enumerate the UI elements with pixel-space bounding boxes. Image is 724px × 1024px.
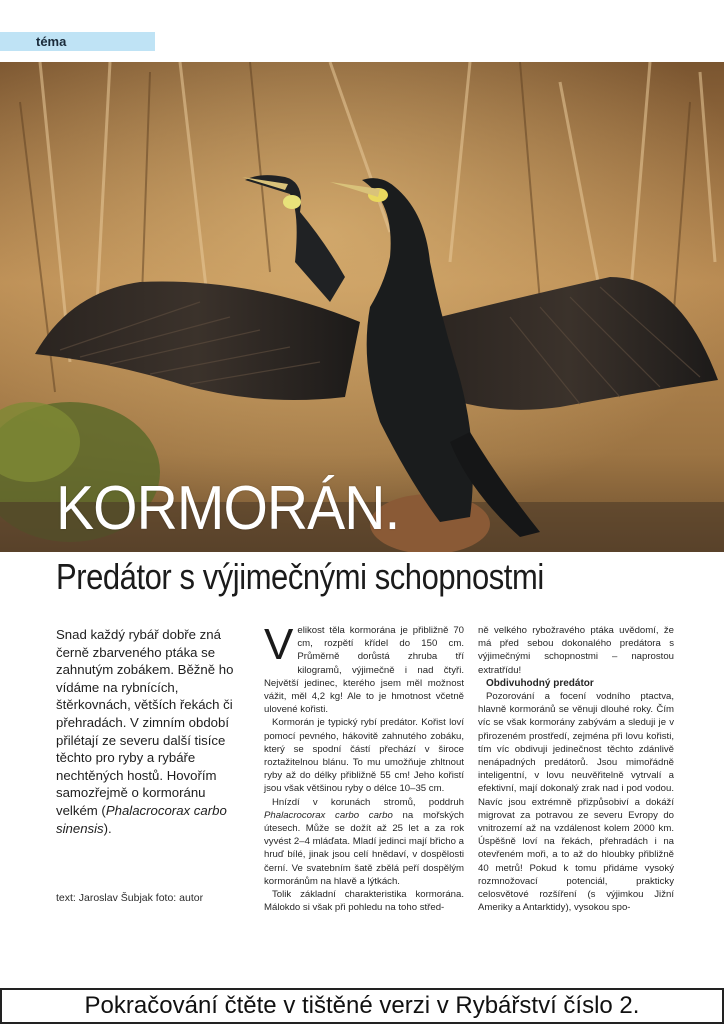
lead-latin-name: Phalacrocorax carbo sinensis	[56, 802, 227, 836]
paragraph	[264, 620, 464, 716]
paragraph: Kormorán je typický rybí predátor. Kořist loví pomocí pevného, hákovitě zahnutého zobáku, který se spodní částí přechází v široce roztažitelnou blánu. To mu umožňuje zhltnout ryby až do délky přibližně 55 cm! Jeho kořistí jsou však většinou ryby o délce 10–35 cm.	[264, 717, 464, 795]
lead-text-end: ).	[103, 820, 112, 836]
paragraph-text: Hnízdí v korunách stromů, poddruh	[272, 796, 464, 808]
paragraph: Pozorování a focení vodního ptactva, hlavně kormoránů se věnuji dlouhé roky. Čím víc se však kormorány zabývám a sleduji je v přirozeném prostředí, zejména při lovu kořisti, tím víc obdivuji jedinečnost těchto zdánlivě nenápadných predátorů. Jsou mimořádně inteligentní, v lovu neuvěřitelně vytrvalí a efektivní, mají dokonalý zrak nad i pod vodou. Navíc jsou extrémně přizpůsobiví a dokáží migrovat za potravou ze severu Evropy do vnitrozemí až na vzdálenost kolem 2000 km. Úspěšně loví na řekách, přehradách i na otevřeném moři, a to až do hloubky přibližně 40 metrů! Pokud k tomu přidáme vysoký rozmnožovací potenciál, prakticky celosvětové rozšíření (s výjimkou Jižní Ameriky a Antarktidy), vysokou spo-	[478, 691, 674, 914]
latin-name: Phalacrocorax carbo carbo	[264, 809, 393, 821]
section-tag: téma	[0, 32, 155, 51]
paragraph-text: na mořských útesech. Může se dožít až 25 let a za rok vyvést 2–4 mláďata. Mladí jedinci mají břicho a hruď bílé, jinak jsou celí hnědaví, v dospělosti černí. Ve svatebním šatě zbělá peří dospělým kormoránům na hlavě a lýtkách.	[264, 809, 464, 887]
article-lead	[56, 626, 242, 837]
article-headline: KORMORÁN.	[56, 474, 400, 543]
drop-cap: V	[264, 620, 294, 669]
continuation-banner: Pokračování čtěte v tištěné verzi v Rybářství číslo 2.	[0, 988, 724, 1024]
lead-text: Snad každý rybář dobře zná černě zbarveného ptáka se zahnutým zobákem. Běžně ho vídáme na rybnících, štěrkovnách, větších řekách či přehradách. V zimním období přilétají ze severu další tisíce těchto pro ryby a rybáře nechtěných hostů. Hovořím samozřejmě o kormoránu velkém (	[56, 627, 234, 818]
article-column-1	[264, 620, 464, 914]
article-subtitle: Predátor s výjimečnými schopnostmi	[56, 556, 544, 597]
paragraph	[264, 796, 464, 888]
paragraph-text: elikost těla kormorána je přibližně 70 cm, rozpětí křídel do 150 cm. Průměrně dorůstá zhruba tří kilogramů, výjimečně i nad čtyři. Největší jedinec, kterého jsem měl možnost vážit, měl 4,2 kg! Ale to je hmotnost včetně ulovené kořisti.	[264, 625, 464, 716]
paragraph: ně velkého rybožravého ptáka uvědomí, že má před sebou dokonalého predátora s výjimečnými schopnostmi – naprostou extratřídu!	[478, 625, 674, 676]
article-column-2	[478, 624, 674, 914]
paragraph: Tolik základní charakteristika kormorána. Málokdo si však při pohledu na toho střed-	[264, 889, 464, 914]
article-credits: text: Jaroslav Šubjak foto: autor	[56, 892, 204, 904]
section-subhead: Obdivuhodný predátor	[486, 677, 594, 689]
